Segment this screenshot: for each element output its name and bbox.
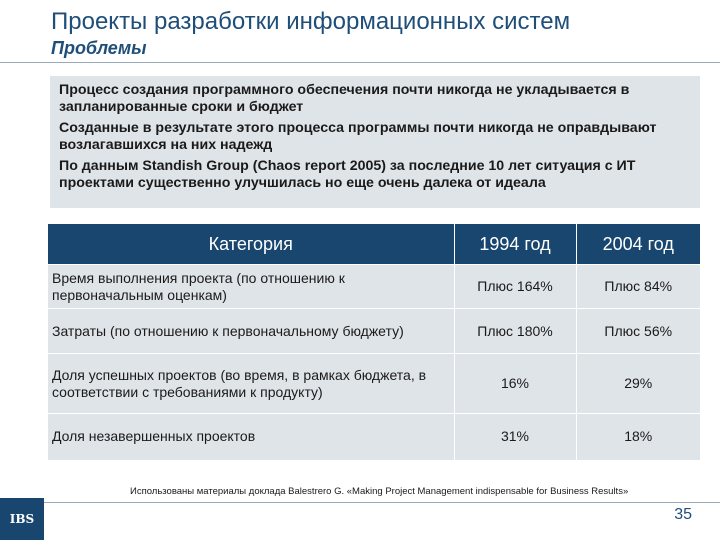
source-footnote: Использованы материалы доклада Balestrero G. «Making Project Management indispensable for Business Results»: [130, 486, 629, 497]
table-row: [48, 354, 700, 414]
ibs-logo: IBS: [0, 498, 44, 540]
category-cell: Доля успешных проектов (во время, в рамках бюджета, в соответствии с требованиями к продукту): [48, 354, 454, 414]
problem-item: По данным Standish Group (Chaos report 2005) за последние 10 лет ситуация с ИТ проектами существенно улучшилась но еще очень далека от идеала: [59, 158, 636, 191]
problem-item: Процесс создания программного обеспечения почти никогда не укладывается в запланированные сроки и бюджет: [59, 82, 630, 115]
table-row: [48, 265, 700, 309]
value-1994-cell: 31%: [454, 414, 576, 460]
page-number: 35: [674, 506, 692, 523]
value-1994-cell: 16%: [454, 354, 576, 414]
category-cell: Время выполнения проекта (по отношению к первоначальным оценкам): [48, 265, 454, 309]
header-category: Категория: [48, 224, 454, 265]
problems-box: [50, 76, 700, 208]
table-header-row: [48, 224, 700, 265]
table-row: [48, 309, 700, 354]
header-1994: 1994 год: [454, 224, 576, 265]
header-divider: [0, 62, 720, 63]
header-2004: 2004 год: [576, 224, 700, 265]
slide-subtitle: Проблемы: [51, 38, 147, 58]
category-cell: Доля незавершенных проектов: [48, 414, 454, 460]
footer-divider: [0, 502, 720, 503]
value-2004-cell: 29%: [576, 354, 700, 414]
value-2004-cell: 18%: [576, 414, 700, 460]
comparison-table: [48, 224, 700, 460]
value-2004-cell: Плюс 84%: [576, 265, 700, 309]
table-row: [48, 414, 700, 460]
category-cell: Затраты (по отношению к первоначальному бюджету): [48, 309, 454, 354]
value-1994-cell: Плюс 180%: [454, 309, 576, 354]
problem-item: Созданные в результате этого процесса программы почти никогда не оправдывают возлагавшихся на них надежд: [59, 120, 657, 153]
slide-title: Проекты разработки информационных систем: [51, 8, 571, 35]
value-1994-cell: Плюс 164%: [454, 265, 576, 309]
value-2004-cell: Плюс 56%: [576, 309, 700, 354]
